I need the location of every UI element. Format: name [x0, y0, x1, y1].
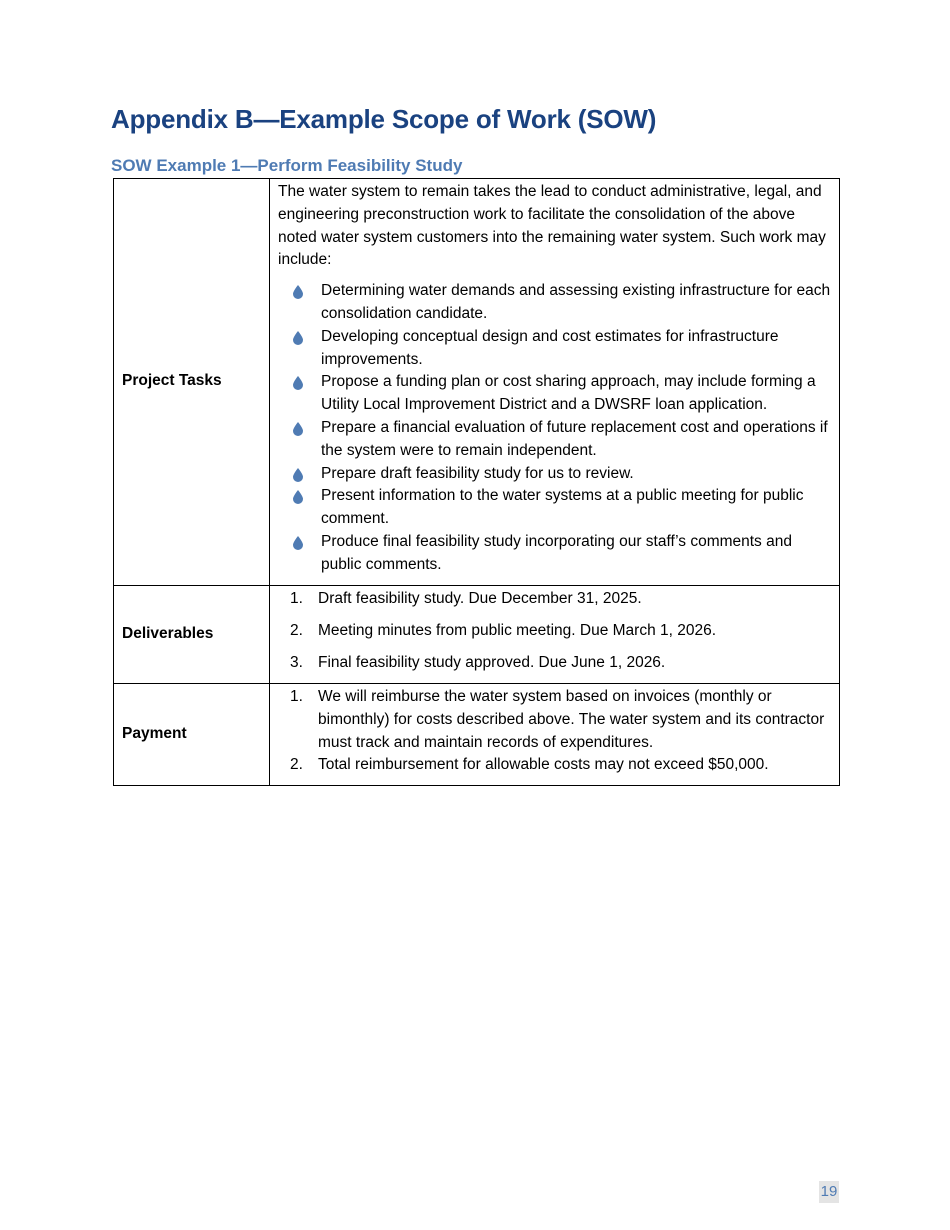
project-tasks-label: Project Tasks — [114, 179, 270, 586]
water-drop-icon — [292, 285, 304, 299]
list-item — [278, 588, 831, 611]
list-number: 1. — [290, 687, 303, 705]
water-drop-icon — [292, 422, 304, 436]
water-drop-icon — [292, 468, 304, 482]
list-item-text: We will reimburse the water system based on invoices (monthly or bimonthly) for costs described above. The water system and its contractor must track and maintain records of expenditures. — [318, 687, 825, 751]
list-item-text: Determining water demands and assessing existing infrastructure for each consolidation candidate. — [321, 282, 831, 322]
list-item-text: Total reimbursement for allowable costs may not exceed $50,000. — [318, 756, 769, 774]
section-title: SOW Example 1—Perform Feasibility Study — [111, 156, 463, 175]
list-number: 2. — [290, 756, 303, 774]
list-item — [278, 652, 831, 675]
water-drop-icon — [292, 331, 304, 345]
list-item-text: Produce final feasibility study incorporating our staff’s comments and public comments. — [321, 532, 792, 573]
list-item-text: Developing conceptual design and cost estimates for infrastructure improvements. — [321, 327, 779, 368]
list-item — [278, 620, 831, 643]
payment-label: Payment — [114, 683, 270, 785]
list-item-text: Present information to the water systems at a public meeting for public comment. — [321, 487, 804, 528]
list-number: 3. — [290, 654, 303, 672]
sow-table — [113, 178, 840, 786]
list-item-text: Prepare a financial evaluation of future replacement cost and operations if the system were to remain independent. — [321, 418, 828, 459]
payment-row — [114, 683, 840, 785]
water-drop-icon — [292, 376, 304, 390]
list-item-text: Meeting minutes from public meeting. Due March 1, 2026. — [318, 621, 717, 639]
list-item — [278, 371, 831, 417]
list-number: 2. — [290, 621, 303, 639]
deliverables-label: Deliverables — [114, 585, 270, 683]
deliverables-list — [278, 588, 831, 675]
project-tasks-list — [278, 280, 831, 576]
list-item-text: Draft feasibility study. Due December 31, 2025. — [318, 589, 642, 607]
deliverables-row — [114, 585, 840, 683]
list-item-text: Prepare draft feasibility study for us to review. — [321, 464, 634, 482]
page-number: 19 — [819, 1181, 839, 1203]
list-item — [278, 417, 831, 463]
page-title: Appendix B—Example Scope of Work (SOW) — [111, 104, 657, 134]
list-number: 1. — [290, 589, 303, 607]
water-drop-icon — [292, 536, 304, 550]
payment-list — [278, 686, 831, 777]
list-item — [278, 754, 831, 777]
list-item — [278, 531, 831, 577]
project-tasks-row — [114, 179, 840, 586]
project-tasks-content — [270, 179, 840, 586]
list-item — [278, 326, 831, 372]
list-item — [278, 463, 831, 486]
list-item-text: Propose a funding plan or cost sharing approach, may include forming a Utility Local Improvement District and a DWSRF loan application. — [321, 373, 816, 414]
list-item — [278, 280, 831, 326]
list-item-text: Final feasibility study approved. Due June 1, 2026. — [318, 654, 666, 672]
payment-content — [270, 683, 840, 785]
water-drop-icon — [292, 490, 304, 504]
list-item — [278, 485, 831, 531]
project-tasks-intro: The water system to remain takes the lead to conduct administrative, legal, and engineering preconstruction work to facilitate the consolidation of the above noted water system customers into the remaining water system. Such work may include: — [278, 183, 826, 269]
deliverables-content — [270, 585, 840, 683]
list-item — [278, 686, 831, 754]
